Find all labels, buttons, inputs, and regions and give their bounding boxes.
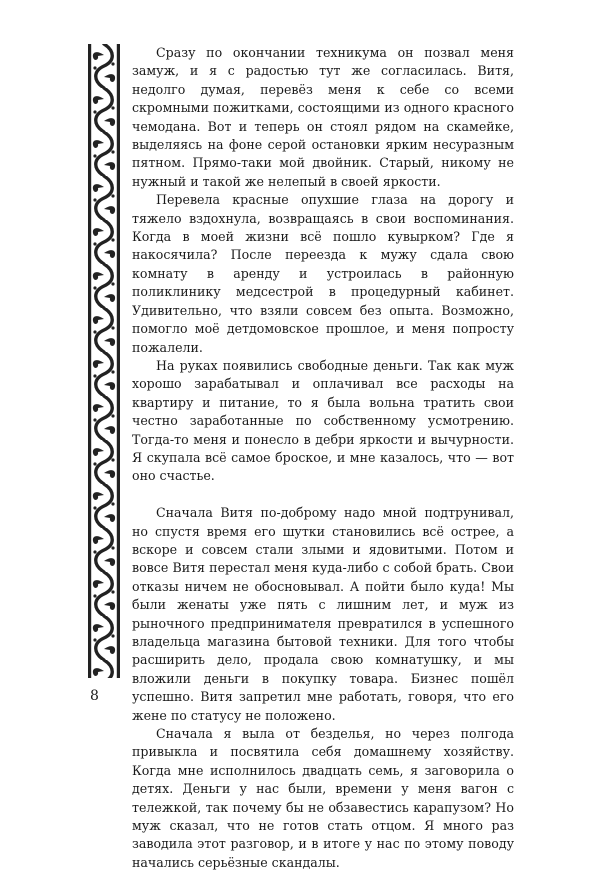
body-text bbox=[132, 44, 514, 872]
page-number: 8 bbox=[90, 688, 99, 704]
paragraph: Перевела красные опухшие глаза на дорогу и тяжело вздохнула, возвращаясь в свои воспоминания. Когда в моей жизни всё пошло кувырком? Где я накосячила? После переезда к мужу сдала свою комнату в аренду и устроилась в районную поликлинику медсестрой в процедурный кабинет. Удивительно, что взяли совсем без опыта. Возможно, помогло моё детдомовское прошлое, и меня попросту пожалели. bbox=[132, 192, 514, 355]
vine-scroll-ornament-icon bbox=[88, 44, 120, 678]
paragraph: Сразу по окончании техникума он позвал меня замуж, и я с радостью тут же согласилась. Витя, недолго думая, перевёз меня к себе со всеми скромными пожитками, состоящими из одного красного чемодана. Вот и теперь он стоял рядом на скамейке, выделяясь на фоне серой остановки ярким несуразным пятном. Прямо-таки мой двойник. Старый, никому не нужный и такой же нелепый в своей яркости. bbox=[132, 45, 514, 189]
section-break bbox=[132, 486, 514, 504]
paragraph: Сначала я выла от безделья, но через полгода привыкла и посвятила себя домашнему хозяйству. Когда мне исполнилось двадцать семь, я заговорила о детях. Деньги у нас были, времени у меня вагон с тележкой, так почему бы не обзавестись карапузом? Но муж сказал, что не готов стать отцом. Я много раз заводила этот разговор, и в итоге у нас по этому поводу начались серьёзные скандалы. bbox=[132, 726, 514, 870]
paragraph: Сначала Витя по-доброму надо мной подтрунивал, но спустя время его шутки становились всё острее, а вскоре и совсем стали злыми и ядовитыми. Потом и вовсе Витя перестал меня куда-либо с собой брать. Свои отказы ничем не обосновывал. А пойти было куда! Мы были женаты уже пять с лишним лет, и муж из рыночного предпринимателя превратился в успешного владельца магазина бытовой техники. Для того чтобы расширить дело, продала свою комнатушку, и мы вложили деньги в покупку товара. Бизнес пошёл успешно. Витя запретил мне работать, говоря, что его жене по статусу не положено. bbox=[132, 505, 514, 723]
paragraph: На руках появились свободные деньги. Так как муж хорошо зарабатывал и оплачивал все расходы на квартиру и питание, то я была вольна тратить свои честно заработанные по собственному усмотрению. Тогда-то меня и понесло в дебри яркости и вычурности. Я скупала всё самое броское, и мне казалось, что — вот оно счастье. bbox=[132, 357, 514, 484]
